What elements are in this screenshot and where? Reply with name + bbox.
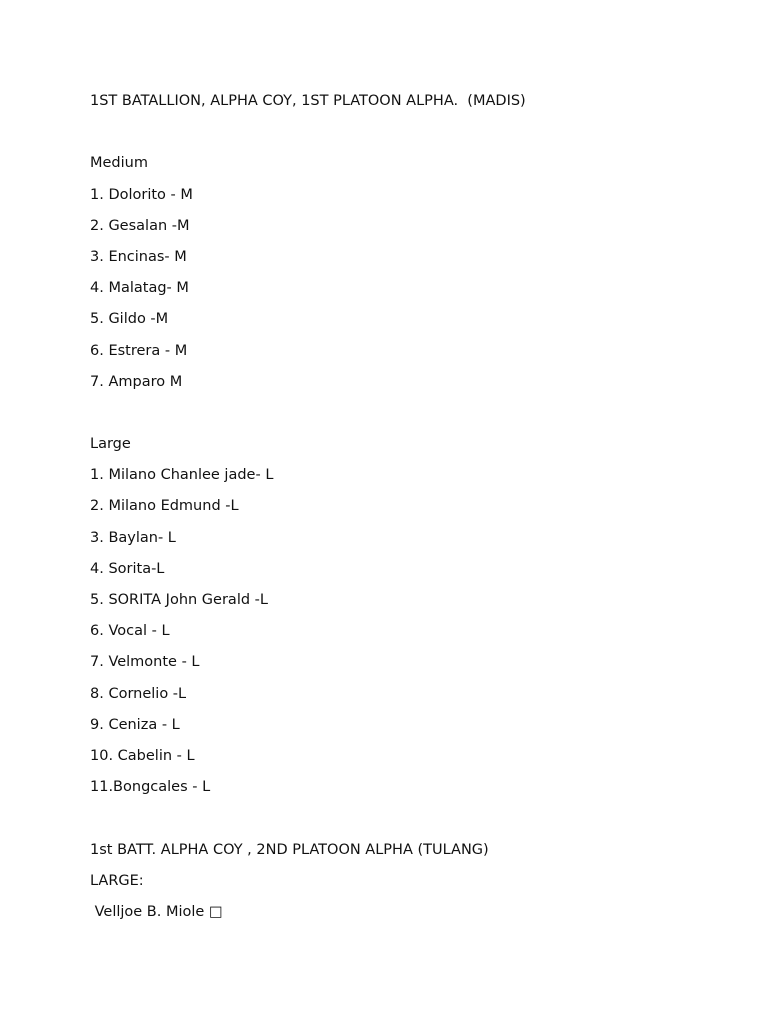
blank-line (90, 807, 730, 838)
large-heading: Large (90, 436, 131, 453)
blank-line (90, 121, 730, 152)
section-1-title: 1ST BATALLION, ALPHA COY, 1ST PLATOON ALPHA. (MADIS) (90, 93, 526, 109)
medium-heading: Medium (90, 155, 148, 172)
large-item: 9. Ceniza - L (90, 716, 180, 733)
section-2-title: 1st BATT. ALPHA COY , 2ND PLATOON ALPHA (TULANG) (90, 841, 489, 858)
large-item: 8. Cornelio -L (90, 685, 187, 702)
section-2-item: Velljoe B. Miole □ (90, 903, 223, 920)
document-body (90, 90, 730, 932)
large-item: 2. Milano Edmund -L (90, 498, 239, 515)
medium-item: 2. Gesalan -M (90, 217, 190, 234)
blank-line (90, 402, 730, 433)
section-2-large-heading: LARGE: (90, 872, 144, 889)
large-item: 7. Velmonte - L (90, 654, 200, 671)
large-item: 11.Bongcales - L (90, 779, 211, 796)
medium-item: 4. Malatag- M (90, 280, 189, 297)
medium-item: 3. Encinas- M (90, 248, 187, 265)
large-item: 3. Baylan- L (90, 529, 176, 546)
large-item: 5. SORITA John Gerald -L (90, 592, 268, 608)
large-item: 6. Vocal - L (90, 623, 170, 640)
medium-item: 5. Gildo -M (90, 311, 169, 328)
medium-item: 1. Dolorito - M (90, 186, 193, 203)
large-item: 4. Sorita-L (90, 560, 165, 577)
large-item: 10. Cabelin - L (90, 747, 195, 764)
medium-item: 6. Estrera - M (90, 342, 188, 359)
large-item: 1. Milano Chanlee jade- L (90, 467, 274, 484)
medium-item: 7. Amparo M (90, 373, 183, 390)
